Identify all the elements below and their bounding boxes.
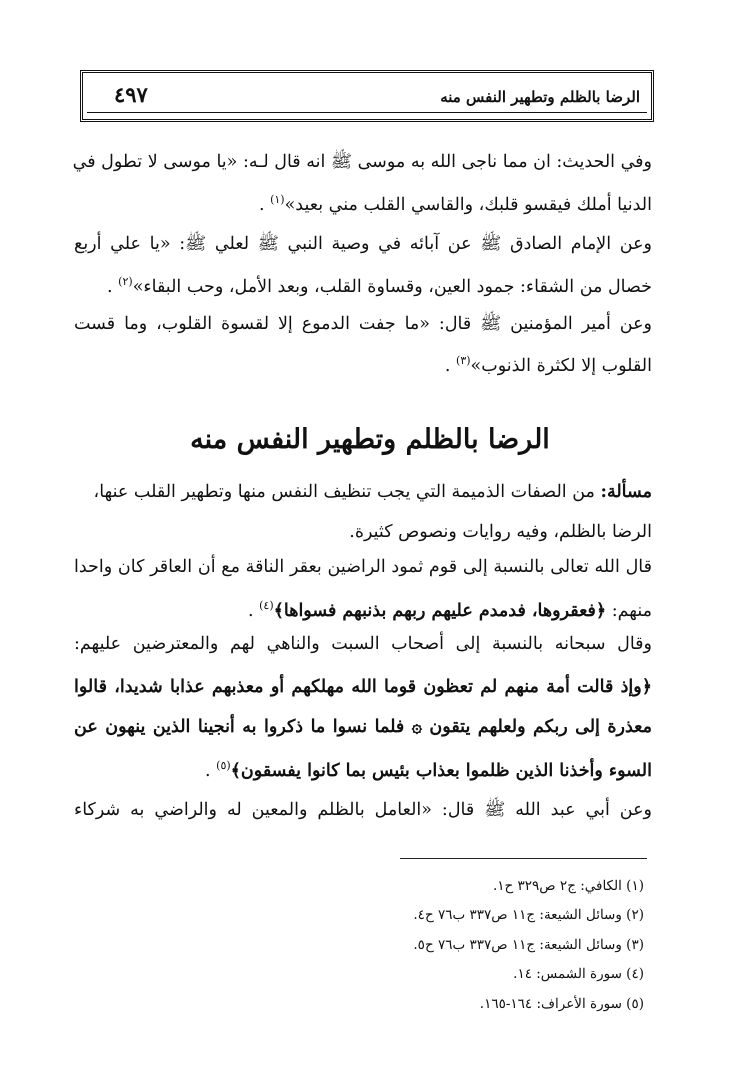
- paragraph-text: منهم:: [611, 600, 652, 621]
- running-header-rule: [87, 112, 647, 113]
- paragraph-line: خصال من الشقاء: جمود العين، وقساوة القلب، وبعد الأمل، وحب البقاء»$^{(٢)}$ .: [107, 275, 652, 297]
- footnote: (٤) سورة الشمس: ١٤.: [513, 966, 644, 982]
- footnote: (٣) وسائل الشيعة: ج١١ ص٣٣٧ ب٧٦ ح٥.: [413, 937, 644, 953]
- paragraph-text: الدنيا أملك فيقسو قلبك، والقاسي القلب مني بعيد»: [284, 194, 652, 215]
- footnote: (٥) سورة الأعراف: ١٦٤-١٦٥.: [479, 996, 644, 1012]
- quran-quote: ﴿فعقروها، فدمدم عليهم ربهم بذنبهم فسواها﴾: [273, 600, 607, 621]
- paragraph-text: خصال من الشقاء: جمود العين، وقساوة القلب، وبعد الأمل، وحب البقاء»: [132, 276, 652, 297]
- paragraph-line: وعن أبي عبد الله ﷺ قال: «العامل بالظلم والمعين له والراضي به شركاء: [74, 800, 652, 820]
- footnote-ref: (١): [270, 193, 285, 206]
- quran-quote: السوء وأخذنا الذين ظلموا بعذاب بئيس بما كانوا يفسقون﴾: [230, 760, 652, 781]
- section-heading: الرضا بالظلم وتطهير النفس منه: [190, 424, 550, 455]
- paragraph-line: السوء وأخذنا الذين ظلموا بعذاب بئيس بما كانوا يفسقون﴾$^{(٥)}$ .: [205, 759, 652, 781]
- footnote: (١) الكافي: ج٢ ص٣٢٩ ح١.: [492, 878, 644, 894]
- paragraph-line: الدنيا أملك فيقسو قلبك، والقاسي القلب مني بعيد»$^{(١)}$ .: [258, 193, 652, 215]
- paragraph-line: [74, 478, 652, 506]
- footnote: (٢) وسائل الشيعة: ج١١ ص٣٣٧ ب٧٦ ح٤.: [413, 907, 644, 923]
- footnote-ref: (٥): [216, 759, 231, 772]
- paragraph-line: الرضا بالظلم، وفيه روايات ونصوص كثيرة.: [349, 522, 652, 542]
- footnote-ref: (٣): [456, 354, 471, 367]
- quran-quote-line: ﴿وإذ قالت أمة منهم لم تعظون قوما الله مهلكهم أو معذبهم عذابا شديدا، قالوا: [74, 677, 652, 697]
- paragraph-line: وفي الحديث: ان مما ناجى الله به موسى ﷺ انه قال لـه: «يا موسى لا تطول في: [72, 152, 652, 172]
- paragraph-line: القلوب إلا لكثرة الذنوب»$^{(٣)}$ .: [444, 354, 652, 376]
- paragraph-line: قال الله تعالى بالنسبة إلى قوم ثمود الراضين بعقر الناقة مع أن العاقر كان واحدا: [74, 557, 652, 577]
- footnote-ref: (٤): [259, 599, 274, 612]
- issue-label: مسألة:: [600, 482, 652, 502]
- page-number: ٤٩٧: [114, 82, 148, 107]
- running-header-title: الرضا بالظلم وتطهير النفس منه: [440, 88, 640, 106]
- paragraph-line: وقال سبحانه بالنسبة إلى أصحاب السبت والناهي لهم والمعترضين عليهم:: [74, 634, 652, 654]
- paragraph-text: القلوب إلا لكثرة الذنوب»: [470, 355, 652, 376]
- quran-quote-line: معذرة إلى ربكم ولعلهم يتقون ۞ فلما نسوا ما ذكروا به أنجينا الذين ينهون عن: [74, 717, 652, 737]
- paragraph-line: وعن أمير المؤمنين ﷺ قال: «ما جفت الدموع إلا لقسوة القلوب، وما قست: [74, 314, 652, 334]
- paragraph-text: من الصفات الذميمة التي يجب تنظيف النفس منها وتطهير القلب عنها،: [93, 482, 595, 502]
- paragraph-line: وعن الإمام الصادق ﷺ عن آبائه في وصية النبي ﷺ لعلي ﷺ: «يا علي أربع: [74, 234, 652, 254]
- paragraph-line: منهم: ﴿فعقروها، فدمدم عليهم ربهم بذنبهم فسواها﴾$^{(٤)}$ .: [247, 599, 652, 621]
- footnote-separator: [400, 858, 647, 859]
- footnote-ref: (٢): [118, 275, 133, 288]
